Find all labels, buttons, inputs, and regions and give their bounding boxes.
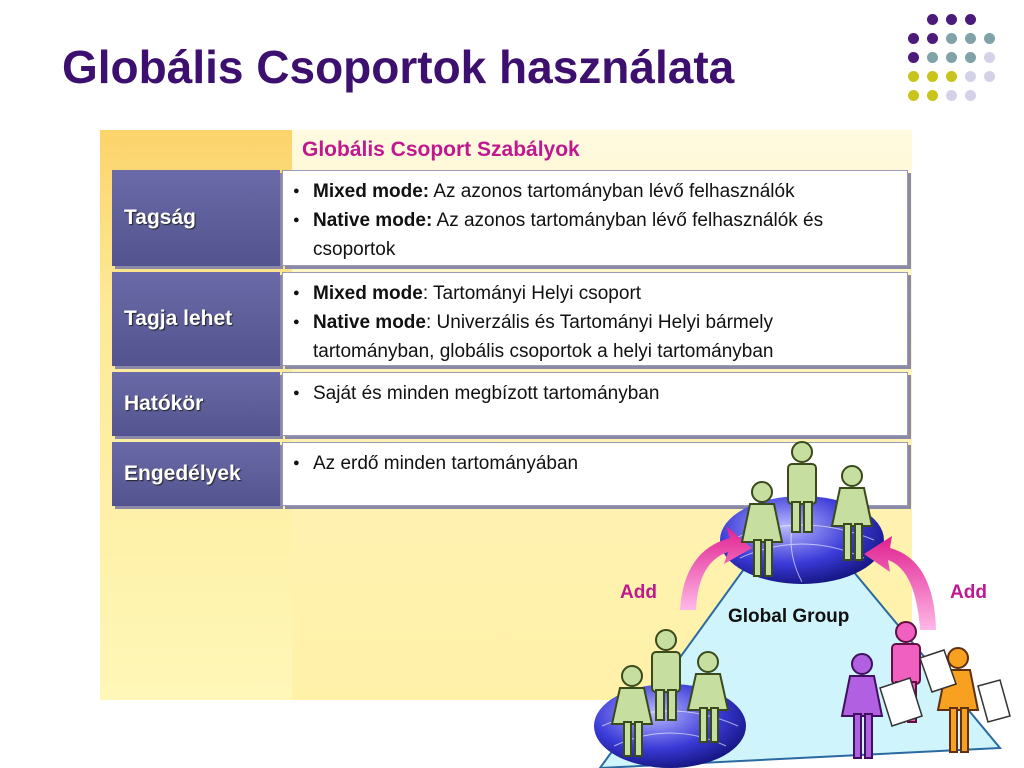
- decorative-dot: [927, 33, 938, 44]
- row-label-can-be-member: Tagja lehet: [112, 272, 280, 366]
- bullet-icon: ●: [293, 387, 300, 399]
- decorative-dot: [908, 90, 919, 101]
- global-group-label: Global Group: [728, 606, 850, 627]
- add-label-left: Add: [620, 582, 657, 603]
- decorative-dot: [927, 52, 938, 63]
- decorative-dot: [908, 71, 919, 82]
- bullet-text: Az azonos tartományban lévő felhasználók és csoportok: [313, 210, 824, 260]
- bullet-item: [293, 279, 897, 308]
- decorative-dot: [946, 90, 957, 101]
- decorative-dot: [965, 90, 976, 101]
- bullet-item: [293, 379, 897, 408]
- bullet-text: : Tartományi Helyi csoport: [422, 283, 642, 304]
- decorative-dot: [984, 71, 995, 82]
- decorative-dot: [984, 52, 995, 63]
- decorative-dot: [965, 33, 976, 44]
- decorative-dot: [908, 33, 919, 44]
- bullet-item: [293, 308, 897, 366]
- decorative-dot: [908, 52, 919, 63]
- bullet-icon: ●: [293, 457, 300, 469]
- bullet-bold: Native mode: [313, 312, 426, 333]
- add-label-right: Add: [950, 582, 987, 603]
- bullet-text: Az erdő minden tartományában: [313, 453, 579, 474]
- bullet-text: Az azonos tartományban lévő felhasználók: [429, 181, 795, 202]
- decorative-dot: [927, 90, 938, 101]
- rules-header: Globális Csoport Szabályok: [302, 138, 580, 161]
- decorative-dot: [965, 71, 976, 82]
- bullet-item: [293, 206, 897, 264]
- bullet-bold: Mixed mode:: [313, 181, 430, 202]
- bullet-item: [293, 177, 897, 206]
- bullet-icon: ●: [293, 214, 300, 226]
- decorative-dot: [965, 14, 976, 25]
- bullet-icon: ●: [293, 287, 300, 299]
- decorative-dot: [984, 33, 995, 44]
- decorative-dot: [946, 14, 957, 25]
- decorative-dot: [927, 71, 938, 82]
- bullet-bold: Mixed mode: [313, 283, 423, 304]
- row-label-scope: Hatókör: [112, 372, 280, 436]
- row-label-membership: Tagság: [112, 170, 280, 266]
- bullet-text: : Univerzális és Tartományi Helyi bármely tartományban, globális csoportok a helyi tartományban: [313, 312, 774, 362]
- row-content-scope: [282, 372, 908, 436]
- slide-title: Globális Csoportok használata: [62, 41, 735, 93]
- bullet-bold: Native mode:: [313, 210, 433, 231]
- decorative-dot: [965, 52, 976, 63]
- decorative-dot: [946, 33, 957, 44]
- row-content-can-be-member: [282, 272, 908, 366]
- decorative-dot: [927, 14, 938, 25]
- bullet-icon: ●: [293, 316, 300, 328]
- bullet-icon: ●: [293, 185, 300, 197]
- row-content-membership: [282, 170, 908, 266]
- decorative-dot: [946, 52, 957, 63]
- decorative-dot: [946, 71, 957, 82]
- row-label-permissions: Engedélyek: [112, 442, 280, 506]
- bullet-text: Saját és minden megbízott tartományban: [313, 383, 660, 404]
